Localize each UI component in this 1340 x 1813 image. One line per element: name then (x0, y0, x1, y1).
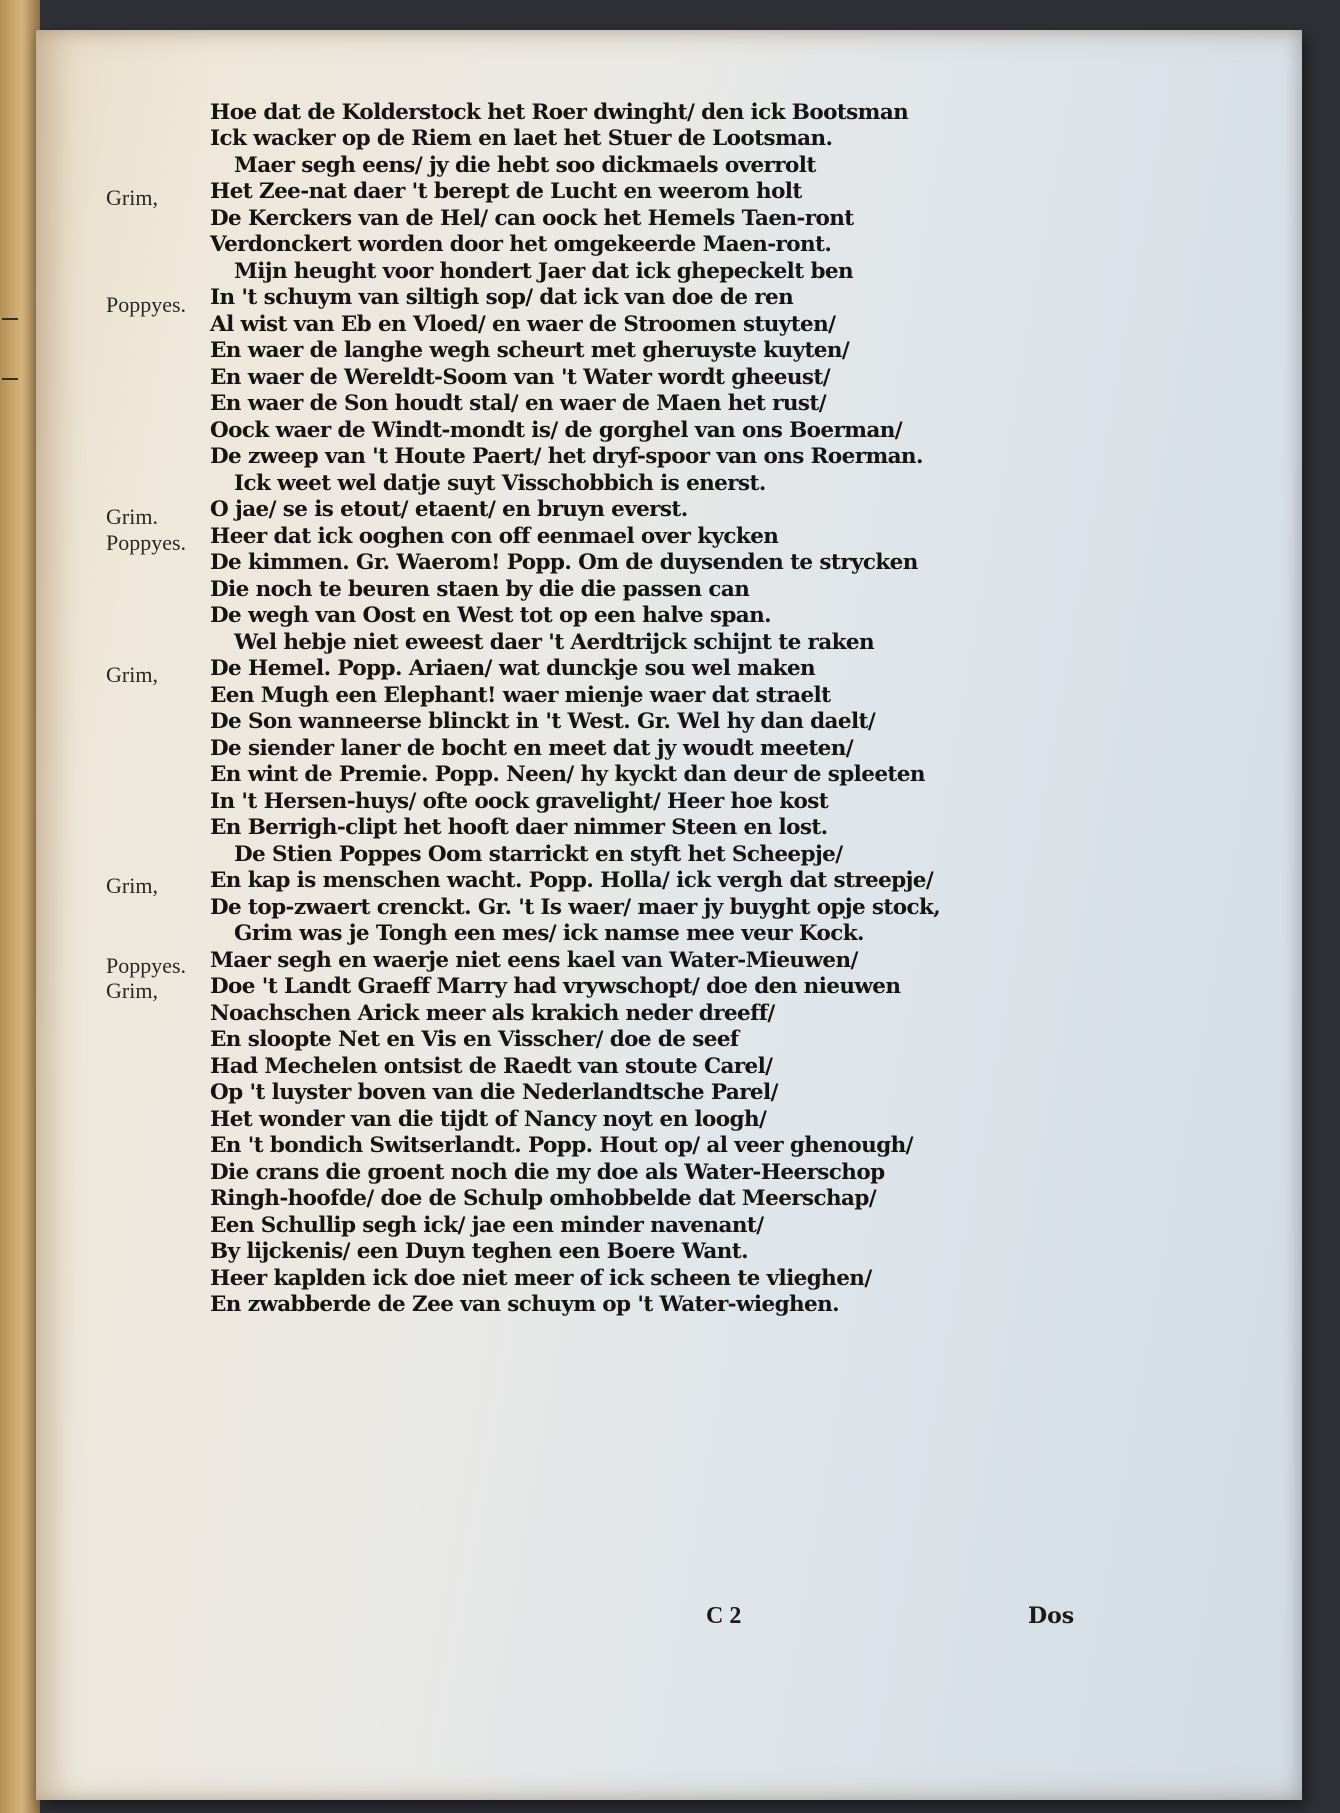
speaker-label: Poppyes. (106, 292, 187, 317)
text-line: De wegh van Oost en West tot op een halve span. (210, 603, 772, 628)
speaker-label: Grim, (106, 873, 158, 898)
text-line: De Kerckers van de Hel/ can oock het Hemels Taen-ront (210, 206, 854, 231)
text-line: Verdonckert worden door het omgekeerde Maen-ront. (210, 232, 832, 257)
text-line: Die crans die groent noch die my doe als Water-Heerschop (210, 1160, 885, 1185)
text-line: De Hemel. Popp. Ariaen/ wat dunckje sou wel maken (210, 656, 816, 681)
text-line: Het Zee-nat daer 't berept de Lucht en weerom holt (210, 179, 802, 204)
text-line: In 't Hersen-huys/ ofte oock gravelight/ Heer hoe kost (210, 789, 829, 814)
text-line: En zwabberde de Zee van schuym op 't Water-wieghen. (210, 1292, 840, 1317)
page-mark (2, 378, 18, 380)
text-line: Op 't luyster boven van die Nederlandtsche Parel/ (210, 1080, 778, 1105)
speaker-label: Poppyes. (106, 953, 187, 978)
speaker-label: Grim, (106, 978, 158, 1003)
text-line: En waer de Son houdt stal/ en waer de Maen het rust/ (210, 391, 826, 416)
text-line: En Berrigh-clipt het hooft daer nimmer Steen en lost. (210, 815, 828, 840)
text-line: De zweep van 't Houte Paert/ het dryf-spoor van ons Roerman. (210, 444, 923, 469)
text-line: Grim was je Tongh een mes/ ick namse mee veur Kock. (234, 921, 864, 946)
text-line: De top-zwaert crenckt. Gr. 't Is waer/ maer jy buyght opje stock, (210, 895, 941, 920)
text-line: Maer segh en waerje niet eens kael van Water-Mieuwen/ (210, 948, 858, 973)
text-line: Al wist van Eb en Vloed/ en waer de Stroomen stuyten/ (210, 312, 836, 337)
text-line: Oock waer de Windt-mondt is/ de gorghel van ons Boerman/ (210, 418, 902, 443)
text-line: Mijn heught voor hondert Jaer dat ick ghepeckelt ben (234, 259, 853, 284)
text-line: Een Schullip segh ick/ jae een minder navenant/ (210, 1213, 764, 1238)
book-page (36, 30, 1302, 1800)
text-line: Het wonder van die tijdt of Nancy noyt en loogh/ (210, 1107, 767, 1132)
text-line: O jae/ se is etout/ etaent/ en bruyn everst. (210, 497, 688, 522)
text-line: De Stien Poppes Oom starrickt en styft het Scheepje/ (234, 842, 843, 867)
text-line: De kimmen. Gr. Waerom! Popp. Om de duysenden te strycken (210, 550, 918, 575)
text-line: En waer de Wereldt-Soom van 't Water wordt gheeust/ (210, 365, 830, 390)
catchword: Dos (1028, 1603, 1075, 1629)
text-line: Maer segh eens/ jy die hebt soo dickmaels overrolt (234, 153, 816, 178)
speaker-label: Poppyes. (106, 530, 187, 555)
text-line: Ick wacker op de Riem en laet het Stuer de Lootsman. (210, 126, 833, 151)
text-line: Noachschen Arick meer als krakich neder dreeff/ (210, 1001, 775, 1026)
text-line: De siender laner de bocht en meet dat jy woudt meeten/ (210, 736, 854, 761)
text-line: In 't schuym van siltigh sop/ dat ick van doe de ren (210, 285, 794, 310)
text-line: Wel hebje niet eweest daer 't Aerdtrijck schijnt te raken (234, 630, 875, 655)
text-line: Ringh-hoofde/ doe de Schulp omhobbelde dat Meerschap/ (210, 1186, 877, 1211)
text-line: Heer dat ick ooghen con off eenmael over kycken (210, 524, 779, 549)
text-line: Had Mechelen ontsist de Raedt van stoute Carel/ (210, 1054, 773, 1079)
text-line: En 't bondich Switserlandt. Popp. Hout op/ al veer ghenough/ (210, 1133, 913, 1158)
text-line: En wint de Premie. Popp. Neen/ hy kyckt dan deur de spleeten (210, 762, 925, 787)
speaker-label: Grim, (106, 185, 158, 210)
text-line: Doe 't Landt Graeff Marry had vrywschopt/ doe den nieuwen (210, 974, 901, 999)
left-page-edge (0, 0, 40, 1813)
signature-mark: C 2 (706, 1603, 742, 1629)
text-line: Heer kaplden ick doe niet meer of ick scheen te vlieghen/ (210, 1266, 872, 1291)
text-line: Een Mugh een Elephant! waer mienje waer dat straelt (210, 683, 831, 708)
text-line: De Son wanneerse blinckt in 't West. Gr. Wel hy dan daelt/ (210, 709, 876, 734)
text-line: En waer de langhe wegh scheurt met gheruyste kuyten/ (210, 338, 850, 363)
text-line: En kap is menschen wacht. Popp. Holla/ ick vergh dat streepje/ (210, 868, 934, 893)
text-line: Hoe dat de Kolderstock het Roer dwinght/ den ick Bootsman (210, 100, 909, 125)
page-mark (2, 318, 18, 320)
speaker-label: Grim, (106, 662, 158, 687)
text-line: Die noch te beuren staen by die die passen can (210, 577, 750, 602)
text-line: En sloopte Net en Vis en Visscher/ doe de seef (210, 1027, 739, 1052)
text-line: By lijckenis/ een Duyn teghen een Boere Want. (210, 1239, 749, 1264)
text-line: Ick weet wel datje suyt Visschobbich is enerst. (234, 471, 766, 496)
speaker-label: Grim. (106, 504, 158, 529)
